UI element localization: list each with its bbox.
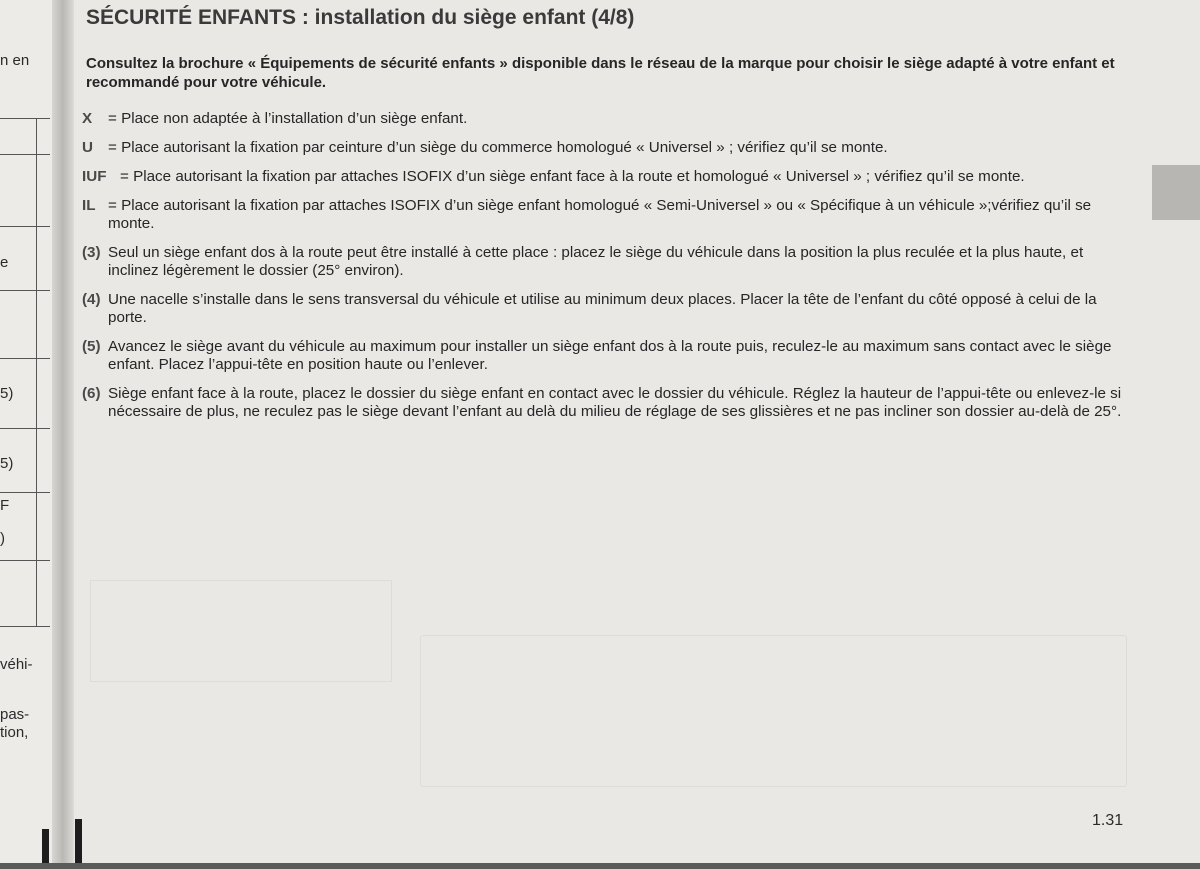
show-through-box xyxy=(90,580,392,682)
footnote-text: Avancez le siège avant du véhicule au maximum pour installer un siège enfant dos à la route puis, reculez-le au maximum sans contact avec le siège enfant. Placez l’appui-tête en position haute ou l’enlever. xyxy=(108,338,1112,373)
facing-page-edge xyxy=(0,0,52,869)
footnote-item xyxy=(82,244,1138,280)
facing-page-fragment: 5) xyxy=(0,385,14,402)
footnote-text: Siège enfant face à la route, placez le dossier du siège enfant en contact avec le dossier du véhicule. Réglez la hauteur de l’appui-tête ou enlevez-le si nécessaire de plus, ne reculez pas le siège devant l’enfant au delà du milieu de réglage de ses glissières et ne pas incliner son dossier au-delà de 25°. xyxy=(108,385,1122,420)
legend-text: Place autorisant la fixation par ceinture d’un siège du commerce homologué « Universel » ; vérifiez qu’il se monte. xyxy=(121,139,888,156)
table-rule xyxy=(0,428,50,429)
show-through-box xyxy=(420,635,1127,787)
legend-separator: = xyxy=(108,197,117,214)
footnote-item xyxy=(82,338,1138,374)
legend-separator: = xyxy=(108,139,117,156)
footnote-marker: (4) xyxy=(82,291,101,308)
legend-code: IL xyxy=(82,197,96,214)
footnote-marker: (6) xyxy=(82,385,101,402)
facing-page-fragment: n en xyxy=(0,52,30,69)
facing-page-fragment: F xyxy=(0,497,10,514)
footnote-text: Seul un siège enfant dos à la route peut être installé à cette place : placez le siège du véhicule dans la position la plus reculée et la plus haute, et inclinez légèrement le dossier (25° environ). xyxy=(108,244,1084,279)
legend-item xyxy=(82,168,1138,186)
table-rule xyxy=(0,358,50,359)
book-gutter xyxy=(52,0,74,869)
legend-separator: = xyxy=(108,110,117,127)
intro-paragraph: Consultez la brochure « Équipements de sécurité enfants » disponible dans le réseau de la marque pour choisir le siège adapté à votre enfant et recommandé pour votre véhicule. xyxy=(86,55,1115,91)
legend-code: X xyxy=(82,110,93,127)
binding-mark xyxy=(75,819,82,869)
legend-code: IUF xyxy=(82,168,107,185)
page-bottom-edge xyxy=(0,863,1200,869)
footnote-item xyxy=(82,385,1138,421)
facing-page-fragment: pas- xyxy=(0,706,30,723)
legend-separator: = xyxy=(120,168,129,185)
footnote-marker: (5) xyxy=(82,338,101,355)
legend-code: U xyxy=(82,139,93,156)
legend-text: Place autorisant la fixation par attaches ISOFIX d’un siège enfant homologué « Semi-Universel » ou « Spécifique à un véhicule »;vérifiez qu’il se monte. xyxy=(108,197,1092,232)
table-rule xyxy=(0,118,50,119)
facing-page-fragment: e xyxy=(0,254,9,271)
page-number: 1.31 xyxy=(1092,812,1124,829)
facing-page-fragment: ) xyxy=(0,530,5,547)
legend-item xyxy=(82,110,1138,128)
facing-page-fragment: 5) xyxy=(0,455,14,472)
table-border xyxy=(36,118,37,626)
table-rule xyxy=(0,626,50,627)
table-rule xyxy=(0,226,50,227)
footnote-marker: (3) xyxy=(82,244,101,261)
table-rule xyxy=(0,290,50,291)
facing-page-fragment: véhi- xyxy=(0,656,33,673)
legend-text: Place autorisant la fixation par attaches ISOFIX d’un siège enfant face à la route et homologué « Universel » ; vérifiez qu’il se monte. xyxy=(133,168,1025,185)
table-rule xyxy=(0,492,50,493)
facing-page-fragment: tion, xyxy=(0,724,29,741)
page-title: SÉCURITÉ ENFANTS : installation du siège enfant (4/8) xyxy=(86,6,635,29)
section-tab-marker xyxy=(1152,165,1200,220)
table-rule xyxy=(0,560,50,561)
legend-item xyxy=(82,139,1138,157)
legend-item xyxy=(82,197,1138,233)
footnote-text: Une nacelle s’installe dans le sens transversal du véhicule et utilise au minimum deux places. Placer la tête de l’enfant du côté opposé à celui de la porte. xyxy=(108,291,1097,326)
notes-list xyxy=(82,110,1138,432)
legend-text: Place non adaptée à l’installation d’un siège enfant. xyxy=(121,110,468,127)
footnote-item xyxy=(82,291,1138,327)
table-rule xyxy=(0,154,50,155)
